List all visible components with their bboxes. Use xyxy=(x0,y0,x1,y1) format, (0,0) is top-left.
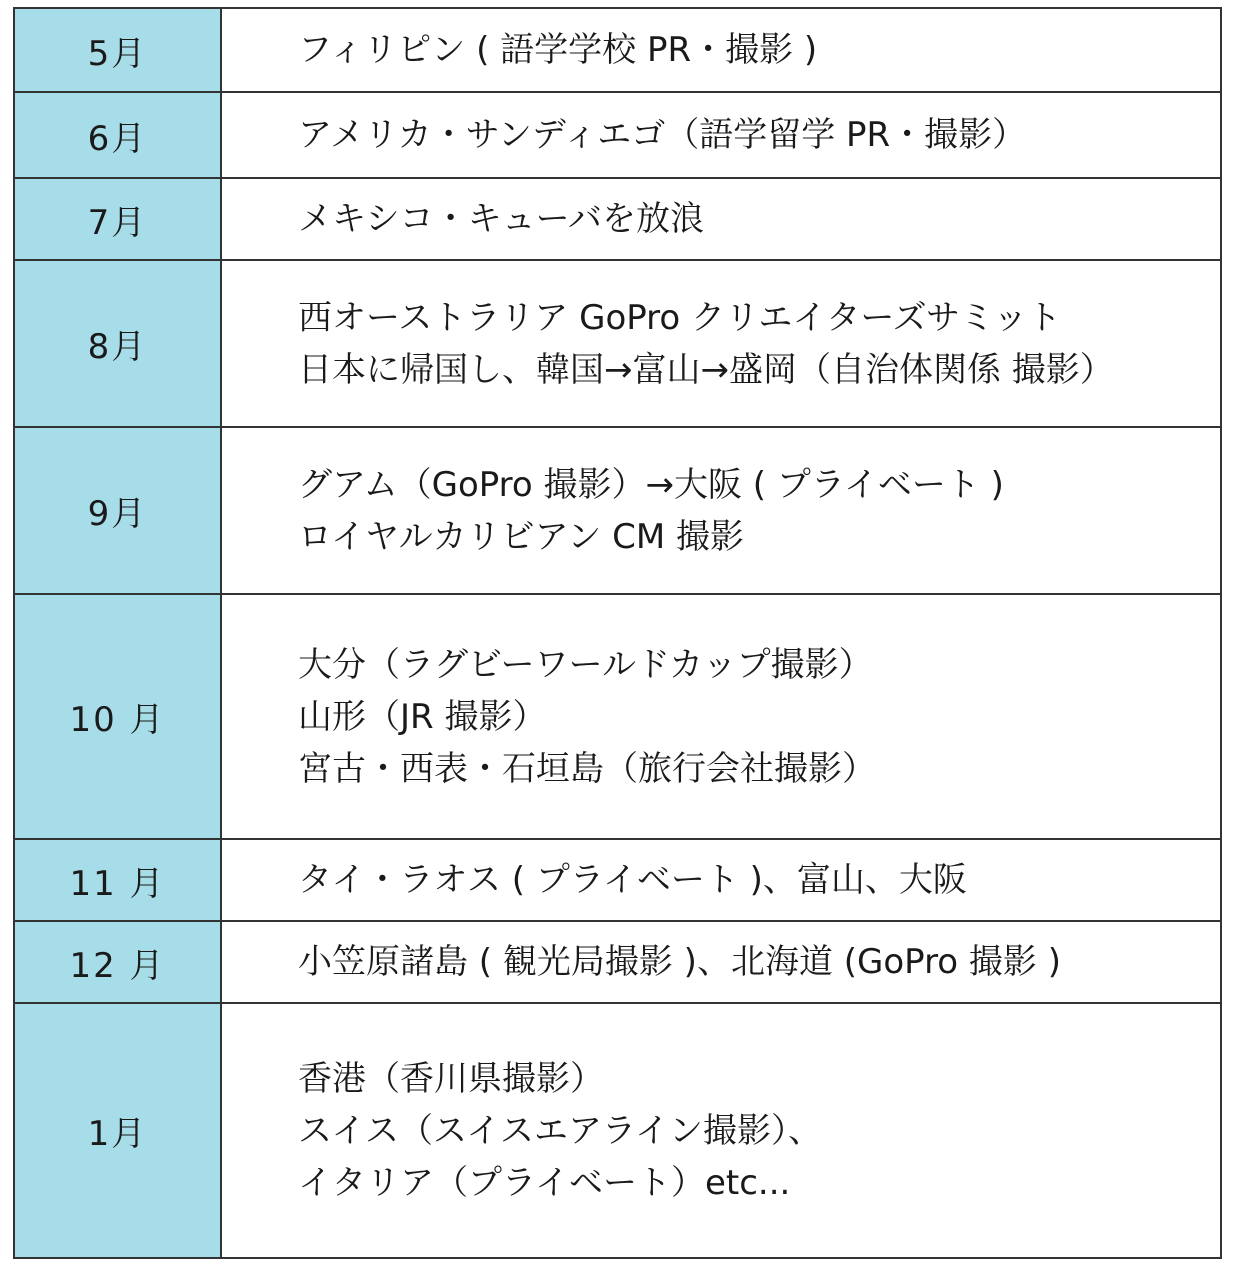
table-row xyxy=(14,92,1221,178)
month-label: 10 月 xyxy=(69,700,166,740)
table-row xyxy=(14,921,1221,1003)
event-line: イタリア（プライベート）etc... xyxy=(298,1162,791,1203)
events-cell xyxy=(221,1003,1221,1258)
month-cell xyxy=(14,1003,221,1258)
events-cell xyxy=(221,839,1221,921)
event-line: 日本に帰国し、韓国→富山→盛岡（自治体関係 撮影） xyxy=(298,349,1114,390)
events-cell xyxy=(221,178,1221,260)
event-line: 山形（JR 撮影） xyxy=(298,696,547,737)
events-cell xyxy=(221,8,1221,92)
event-line: グアム（GoPro 撮影）→大阪 ( プライベート ) xyxy=(298,464,1004,505)
event-line: メキシコ・キューバを放浪 xyxy=(298,199,704,239)
month-label: 7月 xyxy=(87,202,148,243)
event-line: スイス（スイスエアライン撮影）、 xyxy=(298,1110,822,1151)
month-cell xyxy=(14,839,221,921)
month-cell xyxy=(14,594,221,839)
month-label: 5月 xyxy=(87,33,148,74)
event-line: 西オーストラリア GoPro クリエイターズサミット xyxy=(298,297,1062,338)
table-row xyxy=(14,1003,1221,1258)
event-line: 小笠原諸島 ( 観光局撮影 )、北海道 (GoPro 撮影 ) xyxy=(298,942,1061,982)
table-row xyxy=(14,594,1221,839)
table-row xyxy=(14,839,1221,921)
table-row xyxy=(14,178,1221,260)
month-cell xyxy=(14,427,221,594)
events-cell xyxy=(221,92,1221,178)
event-line: ロイヤルカリビアン CM 撮影 xyxy=(298,516,744,557)
event-line: 大分（ラグビーワールドカップ撮影） xyxy=(298,644,873,685)
event-line: フィリピン ( 語学学校 PR・撮影 ) xyxy=(298,30,818,70)
event-line: 宮古・西表・石垣島（旅行会社撮影） xyxy=(298,748,876,789)
month-label: 11 月 xyxy=(69,863,166,904)
month-cell xyxy=(14,921,221,1003)
month-cell xyxy=(14,92,221,178)
events-cell xyxy=(221,427,1221,594)
table-row xyxy=(14,427,1221,594)
month-cell xyxy=(14,178,221,260)
month-label: 1月 xyxy=(87,1114,148,1154)
month-label: 8月 xyxy=(87,327,148,367)
month-label: 12 月 xyxy=(69,945,166,986)
month-label: 9月 xyxy=(87,494,148,534)
table-row xyxy=(14,260,1221,427)
event-line: アメリカ・サンディエゴ（語学留学 PR・撮影） xyxy=(298,115,1027,155)
table-row xyxy=(14,8,1221,92)
event-line: 香港（香川県撮影） xyxy=(298,1058,604,1099)
events-cell xyxy=(221,594,1221,839)
month-cell xyxy=(14,260,221,427)
events-cell xyxy=(221,260,1221,427)
events-cell xyxy=(221,921,1221,1003)
month-label: 6月 xyxy=(87,118,148,159)
month-cell xyxy=(14,8,221,92)
event-line: タイ・ラオス ( プライベート )、富山、大阪 xyxy=(298,860,967,900)
schedule-table xyxy=(13,7,1222,1259)
